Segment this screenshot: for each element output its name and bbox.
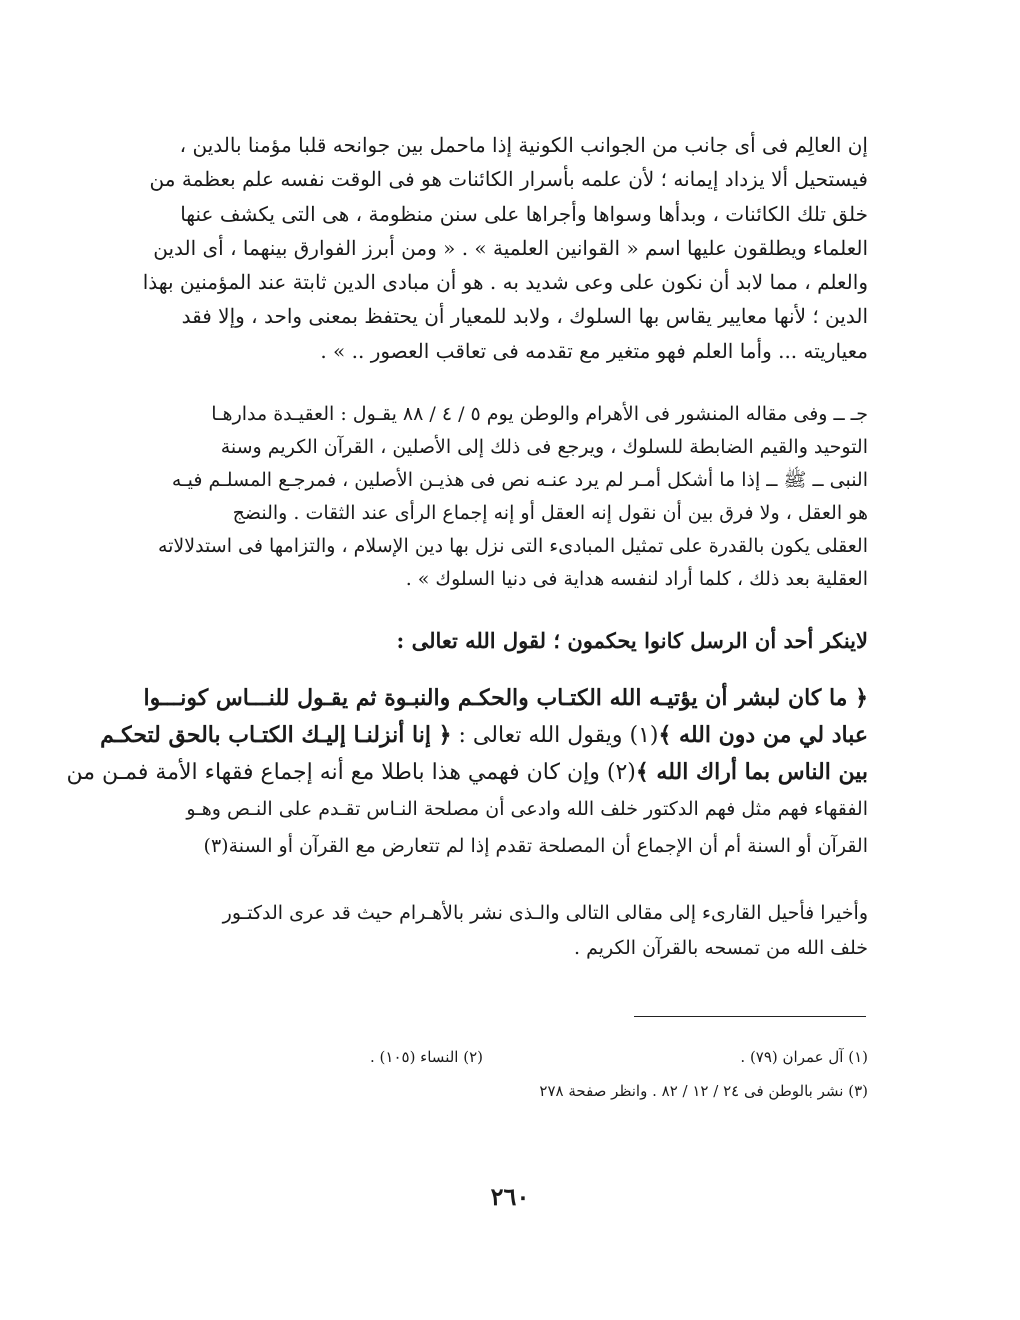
- heading-text: لاينكر أحد أن الرسل كانوا يحكمون ؛ لقول الله تعالى :: [396, 628, 868, 653]
- text-line: خلف الله من تمسحه بالقرآن الكريم .: [573, 937, 868, 959]
- verse-fragment: ﴿ إنا أنزلنـا إليـك الكتـاب بالحق لتحكـم: [100, 722, 452, 748]
- text-line: العقلى يكون بالقدرة على تمثيل المبادىء التى نزل بها دين الإسلام ، والتزامها فى استدلالاته: [157, 535, 868, 557]
- paragraph-2: [152, 398, 868, 596]
- text-line: هو العقل ، ولا فرق بين أن نقول إنه العقل أو إنه إجماع الرأى عند الثقات . والنضج: [232, 502, 868, 524]
- footnote-2: (٢) النساء (١٠٥) .: [370, 1048, 483, 1066]
- verse-fragment: بين الناس بما أراك الله ﴾: [635, 759, 868, 785]
- text-line: النبى ــ ﷺ ــ إذا ما أشكل أمـر لم يرد عنـه نص فى هذيـن الأصلين ، فمرجـع المسلـم فيـه: [171, 469, 868, 491]
- text-line: إن العالِم فى أى جانب من الجوانب الكونية إذا ماحمل بين جوانحه قلبا مؤمنا بالدين ،: [179, 133, 868, 157]
- paragraph-1: [142, 128, 868, 368]
- text-line: جـ ــ وفى مقاله المنشور فى الأهرام والوطن يوم ٥ / ٤ / ٨٨ يقـول : العقيـدة مدارهـا: [211, 403, 868, 425]
- verse-line: ﴿ ما كان لبشر أن يؤتيـه الله الكتـاب والحكـم والنبـوة ثم يقـول للنـــاس كونـــوا: [143, 685, 868, 711]
- plain-fragment: (١) ويقول الله تعالى :: [451, 723, 659, 748]
- footnote-row: [330, 1074, 868, 1108]
- text-line: العلماء ويطلقون عليها اسم « القوانين العلمية » . « ومن أبرز الفوارق بينهما ، أى الدين: [153, 235, 868, 260]
- paragraph-5: [152, 896, 868, 966]
- page-number: ٢٦٠: [490, 1182, 530, 1211]
- verse-fragment: عباد لي من دون الله ﴾: [658, 722, 868, 748]
- footnote-separator: [634, 1016, 866, 1017]
- section-heading: [152, 625, 868, 657]
- footnote-row: [330, 1040, 868, 1074]
- footnotes: [330, 1040, 868, 1108]
- text-line: [100, 717, 868, 754]
- text-line: العقلية بعد ذلك ، كلما أراد لنفسه هداية فى دنيا السلوك » .: [405, 568, 868, 590]
- text-line: الفقهاء فهم مثل فهم الدكتور خلف الله وادعى أن مصلحة النـاس تقـدم على النـص وهـو: [186, 798, 868, 820]
- text-line: خلق تلك الكائنات ، وبدأها وسواها وأجراها على سنن منظومة ، هى التى يكشف عنها: [180, 201, 868, 226]
- text-line: التوحيد والقيم الضابطة للسلوك ، ويرجع فى ذلك إلى الأصلين ، القرآن الكريم وسنة: [220, 436, 868, 458]
- paragraph-quran-quotes: [66, 680, 868, 865]
- text-line: وأخيرا فأحيل القارىء إلى مقالى التالى والـذى نشر بالأهـرام حيث قد عرى الدكتـور: [222, 902, 868, 924]
- text-line: معياريته ... وأما العلم فهو متغير مع تقدمه فى تعاقب العصور .. » .: [320, 338, 868, 363]
- text-line: الدين ؛ لأنها معايير يقاس بها السلوك ، ولابد للمعيار أن يحتفظ بمعنى واحد ، وإلا فقد: [181, 304, 868, 329]
- text-line: فيستحيل ألا يزداد إيمانه ؛ لأن علمه بأسرار الكائنات هو فى الوقت نفسه علم بعظمة من: [149, 167, 868, 192]
- text-line: القرآن أو السنة أم أن الإجماع أن المصلحة تقدم إذا لم تتعارض مع القرآن أو السنة(٣): [203, 835, 868, 857]
- text-line: [66, 754, 868, 791]
- plain-fragment: (٢) وإن كان فهمي هذا باطلا مع أنه إجماع فقهاء الأمة فمـن من: [66, 760, 636, 785]
- text-line: والعلم ، مما لابد أن نكون على وعى شديد به . هو أن مبادى الدين ثابتة عند المؤمنين بهذا: [142, 270, 868, 295]
- footnote-3: (٣) نشر بالوطن فى ٢٤ / ١٢ / ٨٢ . وانظر صفحة ٢٧٨: [539, 1082, 868, 1100]
- footnote-1: (١) آل عمران (٧٩) .: [740, 1048, 868, 1066]
